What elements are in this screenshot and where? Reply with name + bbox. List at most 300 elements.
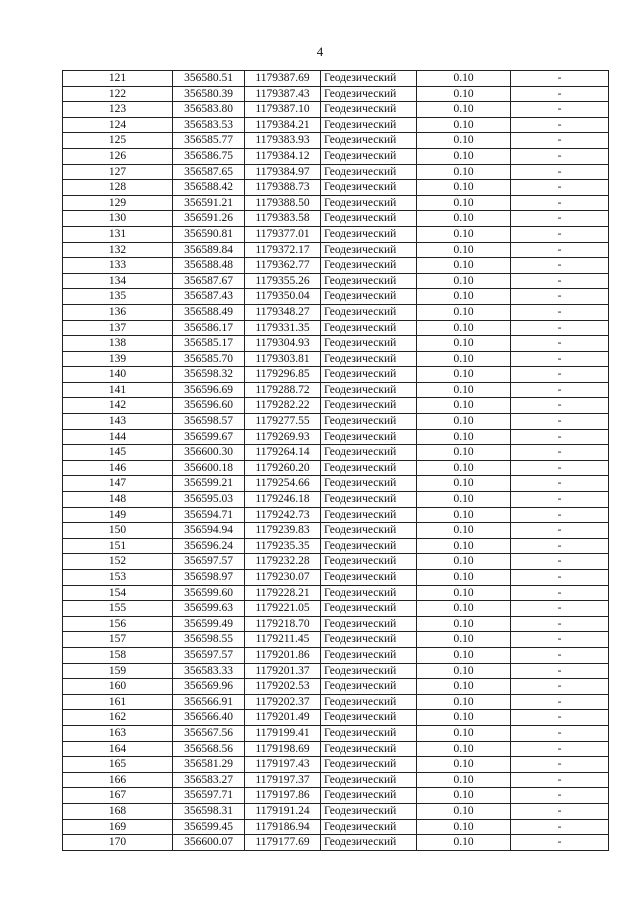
note-cell: - [511,492,609,508]
point-number-cell: 153 [63,570,173,586]
y-coordinate-cell: 1179388.73 [245,180,321,196]
table-row [63,538,609,554]
point-number-cell: 145 [63,445,173,461]
note-cell: - [511,242,609,258]
accuracy-cell: 0.10 [417,507,511,523]
accuracy-cell: 0.10 [417,258,511,274]
point-number-cell: 156 [63,616,173,632]
y-coordinate-cell: 1179260.20 [245,460,321,476]
point-number-cell: 141 [63,382,173,398]
accuracy-cell: 0.10 [417,710,511,726]
accuracy-cell: 0.10 [417,117,511,133]
note-cell: - [511,351,609,367]
method-cell: Геодезический [321,289,417,305]
y-coordinate-cell: 1179201.49 [245,710,321,726]
accuracy-cell: 0.10 [417,367,511,383]
note-cell: - [511,460,609,476]
method-cell: Геодезический [321,679,417,695]
note-cell: - [511,616,609,632]
x-coordinate-cell: 356566.91 [173,694,245,710]
note-cell: - [511,694,609,710]
point-number-cell: 135 [63,289,173,305]
x-coordinate-cell: 356599.45 [173,819,245,835]
x-coordinate-cell: 356583.53 [173,117,245,133]
note-cell: - [511,414,609,430]
y-coordinate-cell: 1179239.83 [245,523,321,539]
y-coordinate-cell: 1179269.93 [245,429,321,445]
note-cell: - [511,741,609,757]
method-cell: Геодезический [321,429,417,445]
y-coordinate-cell: 1179232.28 [245,554,321,570]
point-number-cell: 131 [63,226,173,242]
y-coordinate-cell: 1179197.86 [245,788,321,804]
table-row [63,289,609,305]
note-cell: - [511,632,609,648]
method-cell: Геодезический [321,382,417,398]
note-cell: - [511,523,609,539]
table-row [63,741,609,757]
note-cell: - [511,211,609,227]
method-cell: Геодезический [321,86,417,102]
table-row [63,367,609,383]
table-row [63,211,609,227]
accuracy-cell: 0.10 [417,336,511,352]
point-number-cell: 123 [63,102,173,118]
point-number-cell: 136 [63,304,173,320]
y-coordinate-cell: 1179387.69 [245,71,321,87]
note-cell: - [511,570,609,586]
x-coordinate-cell: 356599.49 [173,616,245,632]
note-cell: - [511,86,609,102]
point-number-cell: 158 [63,647,173,663]
table-row [63,585,609,601]
y-coordinate-cell: 1179246.18 [245,492,321,508]
accuracy-cell: 0.10 [417,304,511,320]
method-cell: Геодезический [321,523,417,539]
note-cell: - [511,835,609,851]
y-coordinate-cell: 1179201.37 [245,663,321,679]
accuracy-cell: 0.10 [417,725,511,741]
note-cell: - [511,710,609,726]
table-row [63,117,609,133]
accuracy-cell: 0.10 [417,242,511,258]
accuracy-cell: 0.10 [417,476,511,492]
x-coordinate-cell: 356597.57 [173,647,245,663]
y-coordinate-cell: 1179218.70 [245,616,321,632]
point-number-cell: 130 [63,211,173,227]
accuracy-cell: 0.10 [417,273,511,289]
x-coordinate-cell: 356588.49 [173,304,245,320]
method-cell: Геодезический [321,71,417,87]
method-cell: Геодезический [321,570,417,586]
method-cell: Геодезический [321,788,417,804]
accuracy-cell: 0.10 [417,398,511,414]
x-coordinate-cell: 356599.21 [173,476,245,492]
table-row [63,757,609,773]
method-cell: Геодезический [321,772,417,788]
method-cell: Геодезический [321,226,417,242]
accuracy-cell: 0.10 [417,772,511,788]
table-row [63,102,609,118]
x-coordinate-cell: 356597.57 [173,554,245,570]
table-row [63,71,609,87]
y-coordinate-cell: 1179383.93 [245,133,321,149]
method-cell: Геодезический [321,694,417,710]
accuracy-cell: 0.10 [417,694,511,710]
y-coordinate-cell: 1179384.97 [245,164,321,180]
table-row [63,694,609,710]
note-cell: - [511,663,609,679]
y-coordinate-cell: 1179362.77 [245,258,321,274]
accuracy-cell: 0.10 [417,632,511,648]
note-cell: - [511,803,609,819]
x-coordinate-cell: 356588.42 [173,180,245,196]
y-coordinate-cell: 1179254.66 [245,476,321,492]
accuracy-cell: 0.10 [417,133,511,149]
note-cell: - [511,320,609,336]
note-cell: - [511,757,609,773]
accuracy-cell: 0.10 [417,835,511,851]
table-row [63,601,609,617]
point-number-cell: 164 [63,741,173,757]
point-number-cell: 167 [63,788,173,804]
method-cell: Геодезический [321,117,417,133]
x-coordinate-cell: 356588.48 [173,258,245,274]
table-row [63,86,609,102]
accuracy-cell: 0.10 [417,320,511,336]
method-cell: Геодезический [321,632,417,648]
method-cell: Геодезический [321,164,417,180]
note-cell: - [511,180,609,196]
y-coordinate-cell: 1179377.01 [245,226,321,242]
method-cell: Геодезический [321,398,417,414]
point-number-cell: 126 [63,148,173,164]
x-coordinate-cell: 356586.17 [173,320,245,336]
method-cell: Геодезический [321,725,417,741]
point-number-cell: 148 [63,492,173,508]
method-cell: Геодезический [321,835,417,851]
note-cell: - [511,445,609,461]
point-number-cell: 162 [63,710,173,726]
table-row [63,725,609,741]
y-coordinate-cell: 1179383.58 [245,211,321,227]
point-number-cell: 161 [63,694,173,710]
method-cell: Геодезический [321,616,417,632]
y-coordinate-cell: 1179235.35 [245,538,321,554]
point-number-cell: 138 [63,336,173,352]
accuracy-cell: 0.10 [417,289,511,305]
table-row [63,679,609,695]
table-row [63,523,609,539]
note-cell: - [511,367,609,383]
accuracy-cell: 0.10 [417,601,511,617]
method-cell: Геодезический [321,258,417,274]
y-coordinate-cell: 1179348.27 [245,304,321,320]
y-coordinate-cell: 1179197.37 [245,772,321,788]
accuracy-cell: 0.10 [417,414,511,430]
table-row [63,320,609,336]
note-cell: - [511,336,609,352]
table-row [63,133,609,149]
table-row [63,663,609,679]
note-cell: - [511,538,609,554]
accuracy-cell: 0.10 [417,71,511,87]
method-cell: Геодезический [321,304,417,320]
x-coordinate-cell: 356581.29 [173,757,245,773]
x-coordinate-cell: 356583.27 [173,772,245,788]
y-coordinate-cell: 1179350.04 [245,289,321,305]
x-coordinate-cell: 356583.33 [173,663,245,679]
table-row [63,616,609,632]
note-cell: - [511,679,609,695]
method-cell: Геодезический [321,273,417,289]
method-cell: Геодезический [321,819,417,835]
coordinates-table [62,70,609,851]
table-row [63,180,609,196]
x-coordinate-cell: 356594.71 [173,507,245,523]
point-number-cell: 152 [63,554,173,570]
x-coordinate-cell: 356596.60 [173,398,245,414]
x-coordinate-cell: 356585.17 [173,336,245,352]
accuracy-cell: 0.10 [417,180,511,196]
note-cell: - [511,289,609,305]
point-number-cell: 169 [63,819,173,835]
accuracy-cell: 0.10 [417,164,511,180]
accuracy-cell: 0.10 [417,429,511,445]
note-cell: - [511,133,609,149]
note-cell: - [511,71,609,87]
method-cell: Геодезический [321,133,417,149]
y-coordinate-cell: 1179282.22 [245,398,321,414]
point-number-cell: 151 [63,538,173,554]
method-cell: Геодезический [321,585,417,601]
note-cell: - [511,507,609,523]
point-number-cell: 122 [63,86,173,102]
accuracy-cell: 0.10 [417,445,511,461]
y-coordinate-cell: 1179277.55 [245,414,321,430]
table-row [63,336,609,352]
accuracy-cell: 0.10 [417,195,511,211]
point-number-cell: 150 [63,523,173,539]
table-row [63,554,609,570]
x-coordinate-cell: 356587.65 [173,164,245,180]
table-row [63,772,609,788]
x-coordinate-cell: 356590.81 [173,226,245,242]
point-number-cell: 147 [63,476,173,492]
method-cell: Геодезический [321,242,417,258]
point-number-cell: 127 [63,164,173,180]
method-cell: Геодезический [321,211,417,227]
table-row [63,835,609,851]
point-number-cell: 144 [63,429,173,445]
x-coordinate-cell: 356600.18 [173,460,245,476]
table-row [63,803,609,819]
table-row [63,351,609,367]
table-row [63,507,609,523]
method-cell: Геодезический [321,476,417,492]
accuracy-cell: 0.10 [417,102,511,118]
y-coordinate-cell: 1179202.37 [245,694,321,710]
note-cell: - [511,819,609,835]
method-cell: Геодезический [321,148,417,164]
y-coordinate-cell: 1179242.73 [245,507,321,523]
point-number-cell: 165 [63,757,173,773]
x-coordinate-cell: 356567.56 [173,725,245,741]
method-cell: Геодезический [321,601,417,617]
method-cell: Геодезический [321,757,417,773]
table-row [63,570,609,586]
table-row [63,382,609,398]
table-row [63,398,609,414]
method-cell: Геодезический [321,538,417,554]
x-coordinate-cell: 356598.97 [173,570,245,586]
accuracy-cell: 0.10 [417,226,511,242]
accuracy-cell: 0.10 [417,538,511,554]
x-coordinate-cell: 356596.69 [173,382,245,398]
x-coordinate-cell: 356568.56 [173,741,245,757]
x-coordinate-cell: 356589.84 [173,242,245,258]
accuracy-cell: 0.10 [417,788,511,804]
method-cell: Геодезический [321,460,417,476]
x-coordinate-cell: 356591.26 [173,211,245,227]
table-row [63,476,609,492]
method-cell: Геодезический [321,710,417,726]
note-cell: - [511,601,609,617]
note-cell: - [511,429,609,445]
accuracy-cell: 0.10 [417,679,511,695]
y-coordinate-cell: 1179221.05 [245,601,321,617]
y-coordinate-cell: 1179372.17 [245,242,321,258]
x-coordinate-cell: 356594.94 [173,523,245,539]
accuracy-cell: 0.10 [417,382,511,398]
point-number-cell: 149 [63,507,173,523]
table-row [63,710,609,726]
note-cell: - [511,788,609,804]
point-number-cell: 132 [63,242,173,258]
accuracy-cell: 0.10 [417,741,511,757]
point-number-cell: 154 [63,585,173,601]
point-number-cell: 137 [63,320,173,336]
point-number-cell: 170 [63,835,173,851]
note-cell: - [511,772,609,788]
table-row [63,632,609,648]
x-coordinate-cell: 356566.40 [173,710,245,726]
x-coordinate-cell: 356598.31 [173,803,245,819]
note-cell: - [511,725,609,741]
table-row [63,460,609,476]
y-coordinate-cell: 1179331.35 [245,320,321,336]
accuracy-cell: 0.10 [417,351,511,367]
table-row [63,148,609,164]
x-coordinate-cell: 356600.07 [173,835,245,851]
table-row [63,195,609,211]
method-cell: Геодезический [321,492,417,508]
x-coordinate-cell: 356587.43 [173,289,245,305]
accuracy-cell: 0.10 [417,523,511,539]
note-cell: - [511,164,609,180]
point-number-cell: 168 [63,803,173,819]
method-cell: Геодезический [321,414,417,430]
method-cell: Геодезический [321,554,417,570]
y-coordinate-cell: 1179288.72 [245,382,321,398]
x-coordinate-cell: 356591.21 [173,195,245,211]
table-row [63,819,609,835]
table-row [63,304,609,320]
point-number-cell: 159 [63,663,173,679]
point-number-cell: 163 [63,725,173,741]
y-coordinate-cell: 1179384.12 [245,148,321,164]
y-coordinate-cell: 1179177.69 [245,835,321,851]
note-cell: - [511,304,609,320]
x-coordinate-cell: 356580.51 [173,71,245,87]
point-number-cell: 139 [63,351,173,367]
x-coordinate-cell: 356600.30 [173,445,245,461]
accuracy-cell: 0.10 [417,554,511,570]
y-coordinate-cell: 1179202.53 [245,679,321,695]
y-coordinate-cell: 1179387.10 [245,102,321,118]
table-row [63,492,609,508]
table-row [63,226,609,242]
point-number-cell: 134 [63,273,173,289]
accuracy-cell: 0.10 [417,803,511,819]
accuracy-cell: 0.10 [417,211,511,227]
table-row [63,445,609,461]
table-row [63,429,609,445]
method-cell: Геодезический [321,351,417,367]
point-number-cell: 125 [63,133,173,149]
method-cell: Геодезический [321,507,417,523]
accuracy-cell: 0.10 [417,757,511,773]
method-cell: Геодезический [321,320,417,336]
y-coordinate-cell: 1179211.45 [245,632,321,648]
note-cell: - [511,647,609,663]
x-coordinate-cell: 356599.63 [173,601,245,617]
x-coordinate-cell: 356583.80 [173,102,245,118]
point-number-cell: 121 [63,71,173,87]
x-coordinate-cell: 356595.03 [173,492,245,508]
x-coordinate-cell: 356599.67 [173,429,245,445]
y-coordinate-cell: 1179303.81 [245,351,321,367]
table-row [63,273,609,289]
x-coordinate-cell: 356585.70 [173,351,245,367]
accuracy-cell: 0.10 [417,819,511,835]
point-number-cell: 128 [63,180,173,196]
accuracy-cell: 0.10 [417,647,511,663]
y-coordinate-cell: 1179296.85 [245,367,321,383]
note-cell: - [511,117,609,133]
x-coordinate-cell: 356597.71 [173,788,245,804]
table-row [63,414,609,430]
x-coordinate-cell: 356598.32 [173,367,245,383]
accuracy-cell: 0.10 [417,86,511,102]
accuracy-cell: 0.10 [417,492,511,508]
y-coordinate-cell: 1179197.43 [245,757,321,773]
x-coordinate-cell: 356569.96 [173,679,245,695]
method-cell: Геодезический [321,663,417,679]
y-coordinate-cell: 1179388.50 [245,195,321,211]
point-number-cell: 146 [63,460,173,476]
method-cell: Геодезический [321,102,417,118]
x-coordinate-cell: 356586.75 [173,148,245,164]
table-row [63,788,609,804]
y-coordinate-cell: 1179264.14 [245,445,321,461]
note-cell: - [511,398,609,414]
accuracy-cell: 0.10 [417,616,511,632]
method-cell: Геодезический [321,367,417,383]
method-cell: Геодезический [321,803,417,819]
x-coordinate-cell: 356587.67 [173,273,245,289]
y-coordinate-cell: 1179201.86 [245,647,321,663]
